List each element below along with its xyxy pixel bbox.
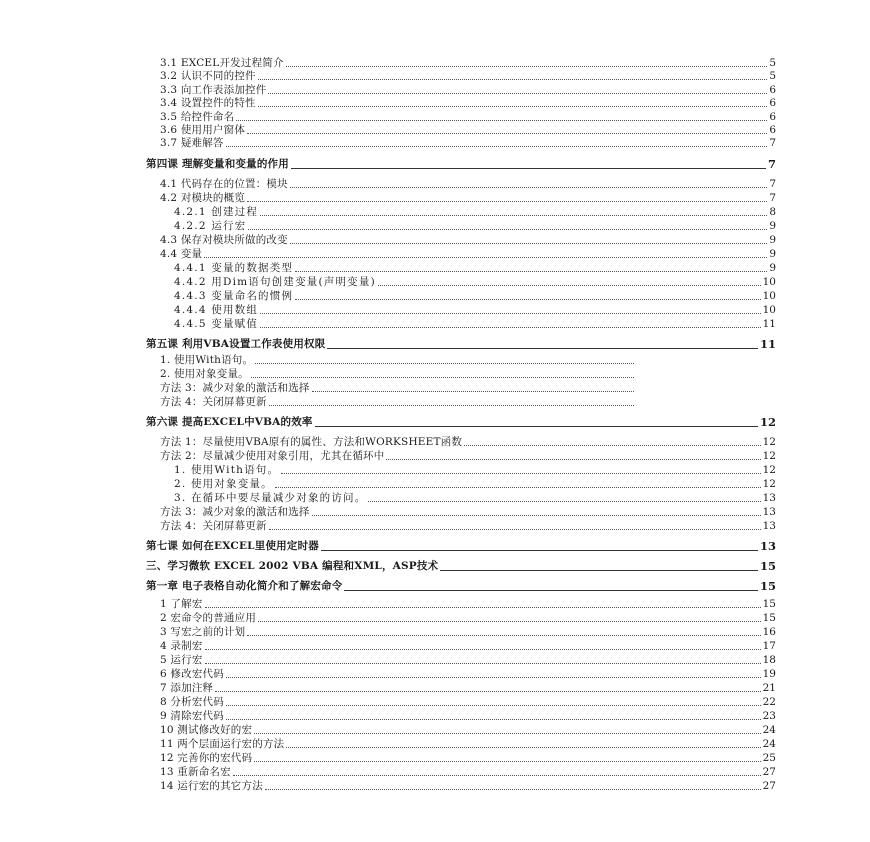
toc-page-number: 10 [762, 276, 776, 288]
toc-entry[interactable] [160, 84, 776, 97]
dot-leader [265, 789, 761, 790]
toc-entry-label: 3.3 向工作表添加控件 [160, 84, 267, 96]
toc-entry[interactable] [160, 696, 776, 709]
toc-entry[interactable] [160, 612, 776, 625]
toc-page-number: 12 [762, 464, 776, 476]
toc-entry-label: 12 完善你的宏代码 [160, 752, 253, 764]
toc-entry-label: 7 添加注释 [160, 682, 214, 694]
toc-entry[interactable] [160, 436, 776, 449]
dot-leader [275, 487, 761, 488]
toc-chapter-entry[interactable] [146, 560, 776, 573]
toc-page-number: 15 [759, 579, 776, 593]
dot-leader [290, 187, 767, 188]
dot-leader [386, 459, 760, 460]
dot-leader [255, 363, 634, 364]
toc-page-number: 12 [762, 478, 776, 490]
toc-page-number: 15 [759, 559, 776, 573]
toc-entry[interactable] [160, 382, 636, 395]
dot-leader [258, 106, 768, 107]
toc-entry[interactable] [160, 57, 776, 70]
dot-leader [226, 677, 761, 678]
toc-page-number: 13 [762, 492, 776, 504]
dot-leader [269, 405, 634, 406]
dot-leader [258, 79, 768, 80]
toc-entry[interactable] [174, 318, 776, 331]
dot-leader [226, 146, 768, 147]
toc-chapter-entry[interactable] [146, 158, 776, 171]
dot-leader [236, 120, 767, 121]
toc-page-number: 6 [769, 124, 776, 136]
dot-leader [440, 570, 758, 571]
toc-entry-label: 4.4.2 用Dim语句创建变量(声明变量) [174, 276, 376, 288]
toc-entry-label: 2. 使用对象变量。 [160, 368, 249, 380]
toc-entry-label: 第五课 利用VBA设置工作表使用权限 [146, 338, 326, 350]
toc-entry-label: 3.4 设置控件的特性 [160, 97, 256, 109]
dot-leader [204, 257, 767, 258]
toc-entry-label: 方法 1：尽量使用VBA原有的属性、方法和WORKSHEET函数 [160, 436, 463, 448]
toc-page-number: 7 [769, 137, 776, 149]
dot-leader [312, 391, 634, 392]
dot-leader [260, 327, 761, 328]
toc-entry[interactable] [160, 137, 776, 150]
toc-entry[interactable] [160, 97, 776, 110]
toc-entry[interactable] [160, 710, 776, 723]
dot-leader [233, 775, 761, 776]
toc-entry[interactable] [160, 124, 776, 137]
toc-page-number: 27 [762, 766, 776, 778]
toc-entry[interactable] [160, 598, 776, 611]
toc-page-number: 22 [762, 696, 776, 708]
toc-entry-label: 3.2 认识不同的控件 [160, 70, 256, 82]
toc-entry-label: 4.4.4 使用数组 [174, 304, 259, 316]
toc-chapter-entry[interactable] [146, 338, 776, 351]
toc-entry-label: 11 两个层面运行宏的方法 [160, 738, 285, 750]
dot-leader [247, 201, 767, 202]
toc-page-number: 15 [762, 612, 776, 624]
toc-entry-label: 13 重新命名宏 [160, 766, 231, 778]
toc-page-number: 9 [769, 234, 776, 246]
toc-entry-label: 三、学习微软 EXCEL 2002 VBA 编程和XML，ASP技术 [146, 560, 439, 572]
dot-leader [291, 168, 766, 169]
toc-page-number: 13 [759, 539, 776, 553]
toc-entry[interactable] [174, 304, 776, 317]
toc-entry-label: 1 了解宏 [160, 598, 203, 610]
toc-page-number: 24 [762, 738, 776, 750]
toc-entry-label: 9 清除宏代码 [160, 710, 224, 722]
dot-leader [286, 66, 768, 67]
dot-leader [281, 473, 760, 474]
toc-entry-label: 方法 4：关闭屏幕更新 [160, 520, 267, 532]
dot-leader [286, 747, 760, 748]
toc-page-number: 17 [762, 640, 776, 652]
dot-leader [254, 733, 760, 734]
toc-entry[interactable] [174, 478, 776, 491]
toc-entry[interactable] [160, 70, 776, 83]
toc-entry[interactable] [174, 492, 776, 505]
dot-leader [464, 445, 760, 446]
dot-leader [247, 133, 767, 134]
toc-entry-label: 4.2.1 创建过程 [174, 206, 259, 218]
toc-entry[interactable] [160, 682, 776, 695]
dot-leader [295, 299, 760, 300]
toc-entry[interactable] [160, 178, 776, 191]
toc-entry-label: 3.7 疑难解答 [160, 137, 224, 149]
dot-leader [312, 515, 761, 516]
toc-entry-label: 4.3 保存对模块所做的改变 [160, 234, 288, 246]
toc-entry-label: 10 测试修改好的宏 [160, 724, 253, 736]
toc-entry-label: 4.4.3 变量命名的惯例 [174, 290, 294, 302]
toc-entry[interactable] [174, 464, 776, 477]
toc-entry[interactable] [174, 206, 776, 219]
toc-entry[interactable] [160, 766, 776, 779]
toc-entry-label: 2 宏命令的普通应用 [160, 612, 257, 624]
toc-chapter-entry[interactable] [146, 540, 776, 553]
toc-page-number: 5 [769, 57, 776, 69]
toc-page-number: 12 [759, 415, 776, 429]
toc-entry-label: 3.1 EXCEL开发过程简介 [160, 57, 284, 69]
dot-leader [205, 649, 761, 650]
toc-entry[interactable] [160, 668, 776, 681]
toc-entry[interactable] [160, 234, 776, 247]
dot-leader [378, 285, 761, 286]
dot-leader [260, 313, 761, 314]
dot-leader [215, 691, 760, 692]
toc-entry[interactable] [174, 290, 776, 303]
toc-page-number: 9 [769, 220, 776, 232]
toc-entry-label: 4.4 变量 [160, 248, 203, 260]
toc-entry[interactable] [160, 450, 776, 463]
toc-entry-label: 4 录制宏 [160, 640, 203, 652]
toc-page-number: 9 [769, 248, 776, 260]
dot-leader [226, 705, 761, 706]
dot-leader [269, 529, 761, 530]
toc-entry[interactable] [174, 220, 776, 233]
dot-leader [248, 229, 767, 230]
dot-leader [295, 271, 767, 272]
toc-page-number: 7 [769, 178, 776, 190]
toc-page-number: 12 [762, 450, 776, 462]
toc-entry-label: 4.1 代码存在的位置：模块 [160, 178, 288, 190]
dot-leader [260, 215, 767, 216]
toc-page-number: 11 [759, 337, 776, 351]
toc-page-number: 5 [769, 70, 776, 82]
toc-page-number: 23 [762, 710, 776, 722]
dot-leader [344, 590, 758, 591]
dot-leader [321, 550, 758, 551]
toc-entry-label: 3 写宏之前的计划 [160, 626, 246, 638]
toc-chapter-entry[interactable] [146, 580, 776, 593]
dot-leader [205, 607, 761, 608]
dot-leader [327, 348, 758, 349]
toc-entry-label: 方法 3：减少对象的激活和选择 [160, 506, 310, 518]
toc-entry-label: 第七课 如何在EXCEL里使用定时器 [146, 540, 319, 552]
toc-page-number: 21 [762, 682, 776, 694]
toc-entry[interactable] [160, 724, 776, 737]
dot-leader [290, 243, 767, 244]
toc-entry-label: 第一章 电子表格自动化简介和了解宏命令 [146, 580, 343, 592]
dot-leader [226, 719, 761, 720]
toc-entry-label: 1. 使用With语句。 [174, 464, 280, 476]
toc-page-number: 16 [762, 626, 776, 638]
toc-page-number: 19 [762, 668, 776, 680]
toc-page-number: 15 [762, 598, 776, 610]
toc-entry-label: 2. 使用对象变量。 [174, 478, 273, 490]
toc-entry-label: 3.6 使用用户窗体 [160, 124, 246, 136]
toc-entry-label: 方法 3：减少对象的激活和选择 [160, 382, 310, 394]
toc-page-number: 13 [762, 506, 776, 518]
toc-page-number: 24 [762, 724, 776, 736]
toc-entry[interactable] [174, 262, 776, 275]
toc-entry[interactable] [160, 520, 776, 533]
toc-entry[interactable] [160, 780, 776, 793]
toc-chapter-entry[interactable] [146, 416, 776, 429]
toc-entry-label: 4.4.5 变量赋值 [174, 318, 259, 330]
toc-entry[interactable] [160, 368, 636, 381]
toc-page-number: 7 [767, 157, 776, 171]
dot-leader [268, 93, 767, 94]
dot-leader [247, 635, 760, 636]
toc-page-number: 13 [762, 520, 776, 532]
toc-entry[interactable] [160, 752, 776, 765]
toc-page-number: 10 [762, 290, 776, 302]
toc-entry[interactable] [160, 354, 636, 367]
toc-entry-label: 4.4.1 变量的数据类型 [174, 262, 294, 274]
toc-entry-label: 4.2.2 运行宏 [174, 220, 247, 232]
dot-leader [368, 501, 760, 502]
toc-entry[interactable] [160, 248, 776, 261]
toc-entry-label: 5 运行宏 [160, 654, 203, 666]
toc-page-number: 10 [762, 304, 776, 316]
toc-entry-label: 方法 4：关闭屏幕更新 [160, 396, 267, 408]
dot-leader [254, 761, 760, 762]
dot-leader [205, 663, 761, 664]
toc-entry[interactable] [160, 640, 776, 653]
toc-page-number: 18 [762, 654, 776, 666]
toc-page-number: 25 [762, 752, 776, 764]
toc-page-number: 7 [769, 192, 776, 204]
toc-page-number: 6 [769, 111, 776, 123]
toc-page-number: 6 [769, 97, 776, 109]
toc-entry-label: 1. 使用With语句。 [160, 354, 254, 366]
toc-entry-label: 4.2 对模块的概览 [160, 192, 246, 204]
toc-entry[interactable] [174, 276, 776, 289]
dot-leader [315, 426, 758, 427]
toc-entry[interactable] [160, 738, 776, 751]
dot-leader [258, 621, 761, 622]
toc-entry-label: 3.5 给控件命名 [160, 111, 235, 123]
toc-entry-label: 8 分析宏代码 [160, 696, 224, 708]
toc-entry[interactable] [160, 506, 776, 519]
toc-entry[interactable] [160, 111, 776, 124]
toc-page-number: 9 [769, 262, 776, 274]
toc-entry[interactable] [160, 654, 776, 667]
toc-page-number: 6 [769, 84, 776, 96]
toc-page-number: 8 [769, 206, 776, 218]
toc-entry-label: 方法 2：尽量减少使用对象引用，尤其在循环中 [160, 450, 385, 462]
toc-entry[interactable] [160, 192, 776, 205]
toc-page-number: 11 [762, 318, 776, 330]
toc-entry[interactable] [160, 626, 776, 639]
toc-entry-label: 第四课 理解变量和变量的作用 [146, 158, 289, 170]
toc-page-number: 27 [762, 780, 776, 792]
toc-entry-label: 3. 在循环中要尽量减少对象的访问。 [174, 492, 367, 504]
toc-entry[interactable] [160, 396, 636, 409]
toc-page-number: 12 [762, 436, 776, 448]
toc-entry-label: 6 修改宏代码 [160, 668, 224, 680]
dot-leader [251, 377, 634, 378]
toc-entry-label: 第六课 提高EXCEL中VBA的效率 [146, 416, 313, 428]
toc-entry-label: 14 运行宏的其它方法 [160, 780, 263, 792]
